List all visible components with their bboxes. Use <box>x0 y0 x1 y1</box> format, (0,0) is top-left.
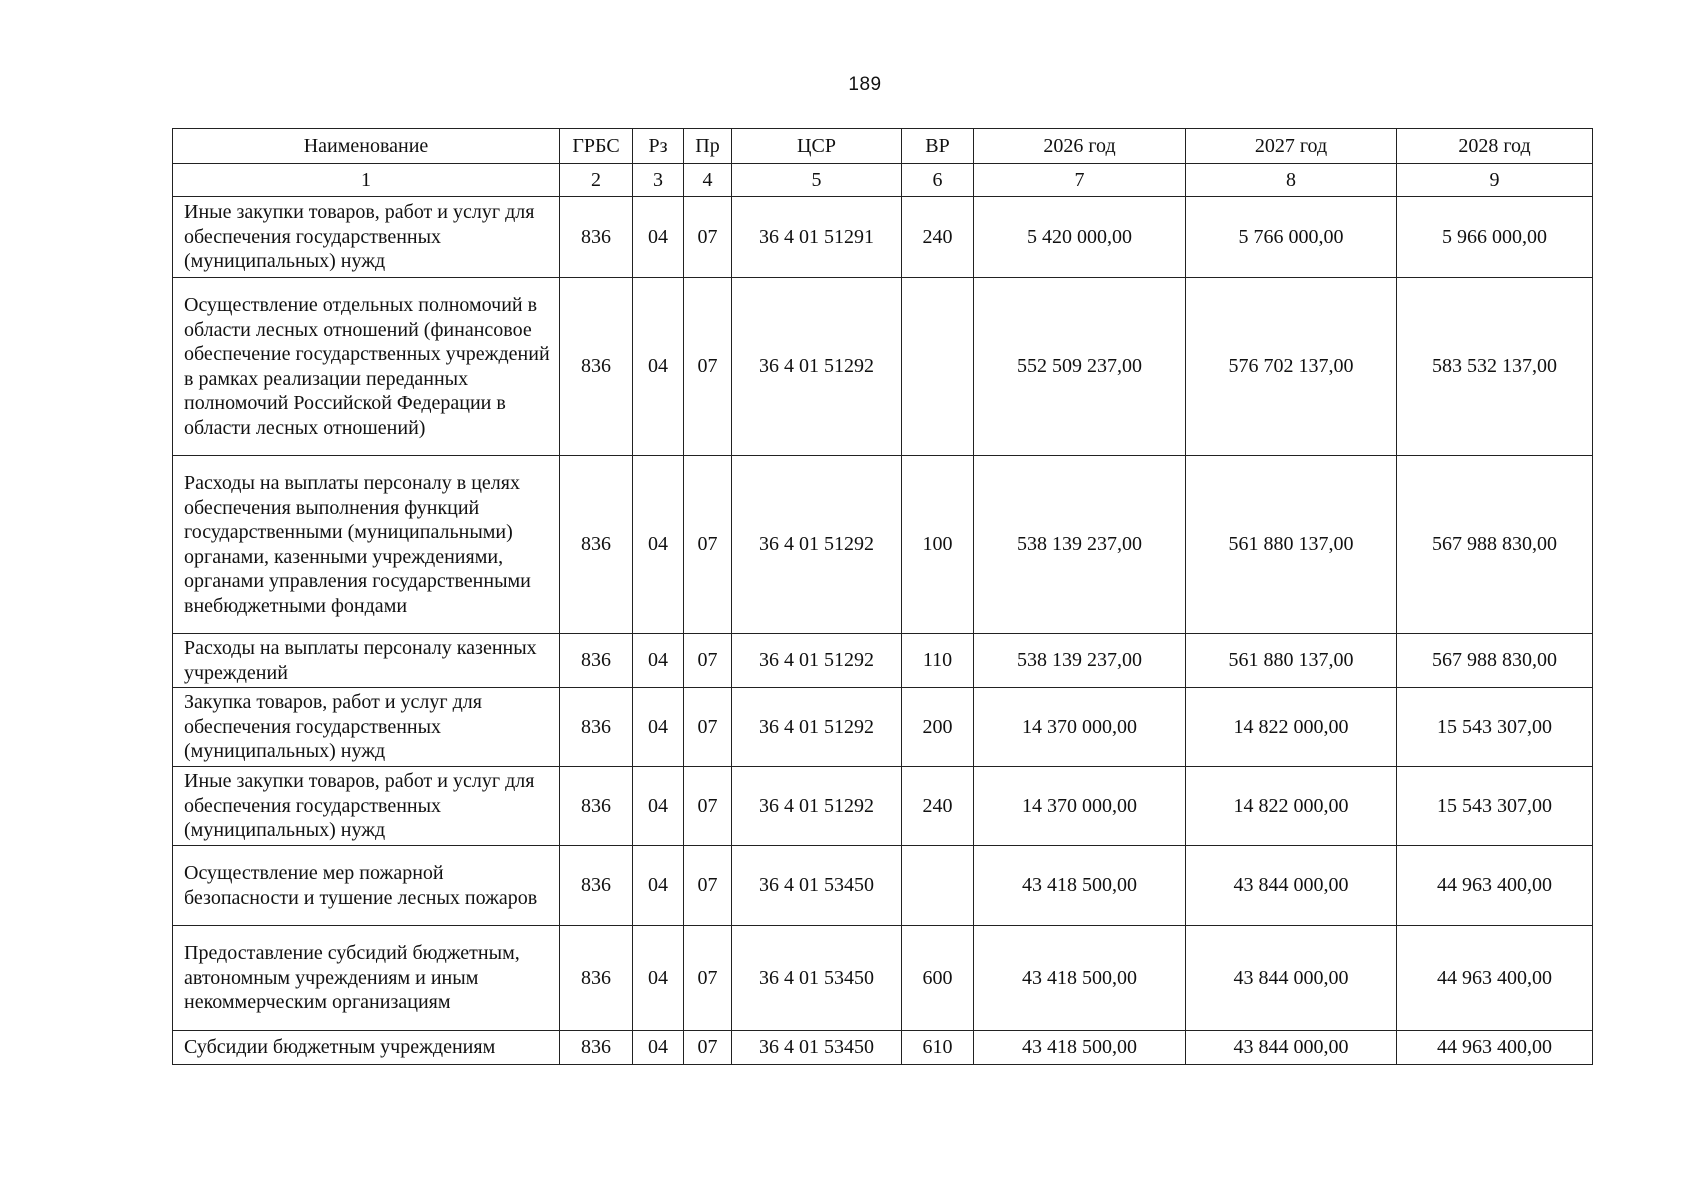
row-vr: 240 <box>902 767 974 846</box>
row-amount-2027: 5 766 000,00 <box>1186 197 1397 278</box>
row-rz: 04 <box>633 1031 684 1065</box>
row-grbs: 836 <box>560 1031 633 1065</box>
row-amount-2026: 43 418 500,00 <box>974 1031 1186 1065</box>
column-number: 8 <box>1186 164 1397 197</box>
row-amount-2026: 14 370 000,00 <box>974 688 1186 767</box>
header-row <box>173 129 1593 164</box>
table-row <box>173 634 1593 688</box>
col-header-name: Наименование <box>173 129 560 164</box>
row-name: Расходы на выплаты персоналу в целях обеспечения выполнения функций государственными (муниципальными) органами, казенными учреждениями, органами управления государственными внебюджетными фондами <box>173 456 560 634</box>
row-rz: 04 <box>633 767 684 846</box>
row-amount-2027: 43 844 000,00 <box>1186 846 1397 926</box>
column-number: 7 <box>974 164 1186 197</box>
budget-table <box>172 128 1593 1065</box>
row-grbs: 836 <box>560 278 633 456</box>
row-amount-2026: 538 139 237,00 <box>974 456 1186 634</box>
row-csr: 36 4 01 51292 <box>732 278 902 456</box>
row-amount-2028: 44 963 400,00 <box>1397 1031 1593 1065</box>
row-vr: 200 <box>902 688 974 767</box>
row-amount-2026: 5 420 000,00 <box>974 197 1186 278</box>
row-pr: 07 <box>684 278 732 456</box>
row-csr: 36 4 01 51292 <box>732 688 902 767</box>
row-amount-2028: 5 966 000,00 <box>1397 197 1593 278</box>
row-name: Предоставление субсидий бюджетным, автономным учреждениям и иным некоммерческим организациям <box>173 926 560 1031</box>
row-csr: 36 4 01 53450 <box>732 1031 902 1065</box>
col-header-2027: 2027 год <box>1186 129 1397 164</box>
column-number: 6 <box>902 164 974 197</box>
row-vr <box>902 278 974 456</box>
row-amount-2028: 15 543 307,00 <box>1397 767 1593 846</box>
row-rz: 04 <box>633 688 684 767</box>
row-grbs: 836 <box>560 846 633 926</box>
row-pr: 07 <box>684 688 732 767</box>
row-vr: 600 <box>902 926 974 1031</box>
row-pr: 07 <box>684 456 732 634</box>
row-vr: 100 <box>902 456 974 634</box>
row-vr: 240 <box>902 197 974 278</box>
column-number: 1 <box>173 164 560 197</box>
row-amount-2027: 561 880 137,00 <box>1186 456 1397 634</box>
table-row <box>173 456 1593 634</box>
row-grbs: 836 <box>560 688 633 767</box>
row-amount-2027: 43 844 000,00 <box>1186 1031 1397 1065</box>
row-amount-2027: 14 822 000,00 <box>1186 767 1397 846</box>
row-csr: 36 4 01 51292 <box>732 634 902 688</box>
column-number: 9 <box>1397 164 1593 197</box>
row-amount-2027: 43 844 000,00 <box>1186 926 1397 1031</box>
row-grbs: 836 <box>560 767 633 846</box>
row-rz: 04 <box>633 846 684 926</box>
row-amount-2028: 567 988 830,00 <box>1397 634 1593 688</box>
row-grbs: 836 <box>560 456 633 634</box>
col-header-2028: 2028 год <box>1397 129 1593 164</box>
row-grbs: 836 <box>560 197 633 278</box>
row-rz: 04 <box>633 197 684 278</box>
row-vr <box>902 846 974 926</box>
row-rz: 04 <box>633 278 684 456</box>
column-number: 2 <box>560 164 633 197</box>
column-number: 5 <box>732 164 902 197</box>
row-name: Осуществление отдельных полномочий в области лесных отношений (финансовое обеспечение государственных учреждений в рамках реализации переданных полномочий Российской Федерации в области лесных отношений) <box>173 278 560 456</box>
row-name: Иные закупки товаров, работ и услуг для обеспечения государственных (муниципальных) нужд <box>173 767 560 846</box>
row-name: Расходы на выплаты персоналу казенных учреждений <box>173 634 560 688</box>
row-name: Субсидии бюджетным учреждениям <box>173 1031 560 1065</box>
row-csr: 36 4 01 51292 <box>732 456 902 634</box>
row-vr: 110 <box>902 634 974 688</box>
column-number: 4 <box>684 164 732 197</box>
row-pr: 07 <box>684 846 732 926</box>
row-rz: 04 <box>633 456 684 634</box>
row-amount-2026: 538 139 237,00 <box>974 634 1186 688</box>
row-grbs: 836 <box>560 926 633 1031</box>
row-pr: 07 <box>684 197 732 278</box>
row-name: Осуществление мер пожарной безопасности и тушение лесных пожаров <box>173 846 560 926</box>
row-amount-2027: 14 822 000,00 <box>1186 688 1397 767</box>
page-number: 189 <box>848 74 882 95</box>
row-amount-2027: 561 880 137,00 <box>1186 634 1397 688</box>
col-header-pr: Пр <box>684 129 732 164</box>
row-pr: 07 <box>684 1031 732 1065</box>
column-number: 3 <box>633 164 684 197</box>
row-amount-2028: 44 963 400,00 <box>1397 926 1593 1031</box>
row-amount-2028: 567 988 830,00 <box>1397 456 1593 634</box>
row-amount-2026: 43 418 500,00 <box>974 846 1186 926</box>
row-pr: 07 <box>684 767 732 846</box>
row-pr: 07 <box>684 634 732 688</box>
table-row <box>173 688 1593 767</box>
table-row <box>173 767 1593 846</box>
row-amount-2028: 15 543 307,00 <box>1397 688 1593 767</box>
row-name: Закупка товаров, работ и услуг для обеспечения государственных (муниципальных) нужд <box>173 688 560 767</box>
table-row <box>173 1031 1593 1065</box>
row-amount-2026: 552 509 237,00 <box>974 278 1186 456</box>
row-csr: 36 4 01 53450 <box>732 926 902 1031</box>
table-row <box>173 278 1593 456</box>
row-amount-2027: 576 702 137,00 <box>1186 278 1397 456</box>
table-row <box>173 197 1593 278</box>
col-header-csr: ЦСР <box>732 129 902 164</box>
row-rz: 04 <box>633 926 684 1031</box>
row-pr: 07 <box>684 926 732 1031</box>
row-amount-2028: 44 963 400,00 <box>1397 846 1593 926</box>
table-row <box>173 926 1593 1031</box>
row-grbs: 836 <box>560 634 633 688</box>
column-number-row <box>173 164 1593 197</box>
col-header-vr: ВР <box>902 129 974 164</box>
row-csr: 36 4 01 53450 <box>732 846 902 926</box>
row-csr: 36 4 01 51292 <box>732 767 902 846</box>
row-amount-2026: 43 418 500,00 <box>974 926 1186 1031</box>
row-amount-2026: 14 370 000,00 <box>974 767 1186 846</box>
col-header-rz: Рз <box>633 129 684 164</box>
table-row <box>173 846 1593 926</box>
col-header-grbs: ГРБС <box>560 129 633 164</box>
col-header-2026: 2026 год <box>974 129 1186 164</box>
row-amount-2028: 583 532 137,00 <box>1397 278 1593 456</box>
row-name: Иные закупки товаров, работ и услуг для обеспечения государственных (муниципальных) нужд <box>173 197 560 278</box>
row-csr: 36 4 01 51291 <box>732 197 902 278</box>
row-vr: 610 <box>902 1031 974 1065</box>
row-rz: 04 <box>633 634 684 688</box>
